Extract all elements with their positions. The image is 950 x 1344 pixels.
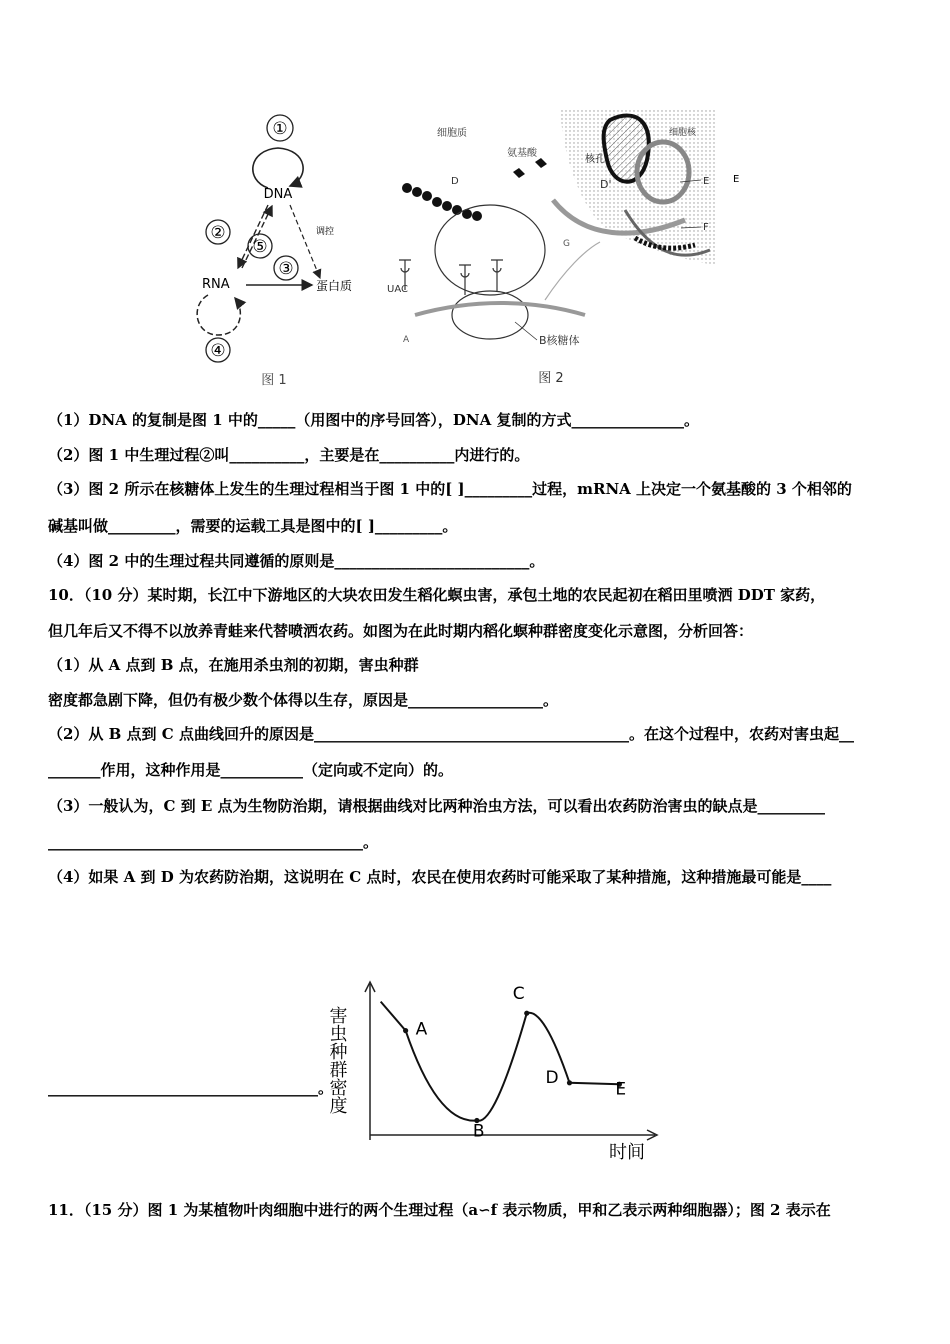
figure-1-caption: 图 1: [261, 373, 287, 388]
q10-line-7: （3）一般认为，C 到 E 点为生物防治期，请根据曲线对比两种治虫方法，可以看出农药防治害虫的缺点是_________: [48, 797, 825, 815]
label-ribosome: B核糖体: [539, 334, 580, 347]
q10-line-5: （2）从 B 点到 C 点曲线回升的原因是__________________________________________。在这个过程中，农药对害虫起__: [48, 725, 854, 743]
label-5: ⑤: [252, 237, 268, 257]
population-density-chart: [325, 980, 670, 1165]
q9-line-3: （3）图 2 所示在核糖体上发生的生理过程相当于图 1 中的[ ]_________过程，mRNA 上决定一个氨基酸的 3 个相邻的: [48, 480, 852, 498]
chart-ylabel: 害虫种群密度: [326, 1006, 348, 1114]
figure-2-caption: 图 2: [538, 371, 564, 386]
label-g: G: [563, 239, 570, 249]
label-dna: DNA: [263, 187, 293, 202]
q10-line-3: （1）从 A 点到 B 点，在施用杀虫剂的初期，害虫种群: [48, 656, 419, 674]
label-rna: RNA: [202, 277, 230, 292]
label-d: D: [451, 176, 459, 187]
q11-line-1: 11．（15 分）图 1 为某植物叶肉细胞中进行的两个生理过程（a∽f 表示物质，甲和乙表示两种细胞器）；图 2 表示在: [48, 1201, 831, 1219]
q9-line-2: （2）图 1 中生理过程②叫__________，主要是在__________内进行的。: [48, 446, 530, 464]
label-nucleus: 细胞核: [669, 128, 697, 138]
label-f: F: [703, 222, 709, 233]
label-cytoplasm: 细胞质: [437, 128, 467, 139]
label-4: ④: [210, 341, 226, 361]
point-c: [524, 1011, 529, 1016]
label-3: ③: [278, 259, 294, 279]
label-d2: D': [600, 178, 612, 191]
q10-line-6: _______作用，这种作用是___________（定向或不定向）的。: [48, 761, 454, 779]
label-protein: 蛋白质: [316, 279, 353, 293]
q10-line-2: 但几年后又不得不以放养青蛙来代替喷洒农药。如图为在此时期内稻化螟种群密度变化示意图，分析回答：: [48, 622, 754, 640]
point-label-b: B: [472, 1121, 485, 1142]
label-amino: 氨基酸: [507, 148, 537, 159]
label-e: E: [733, 174, 740, 185]
chart-xlabel: 时间: [609, 1142, 645, 1163]
q10-line-1: 10．（10 分）某时期，长江中下游地区的大块农田发生稻化螟虫害，承包土地的农民起初在稻田里喷洒 DDT 家药，: [48, 586, 826, 604]
q9-line-4: 碱基叫做_________，需要的运载工具是图中的[ ]_________。: [48, 517, 458, 535]
point-label-e: E: [615, 1079, 627, 1100]
q10-line-9: （4）如果 A 到 D 为农药防治期，这说明在 C 点时，农民在使用农药时可能采取了某种措施，这种措施最可能是____: [48, 868, 832, 886]
point-d: [567, 1080, 572, 1085]
point-a: [403, 1028, 408, 1033]
q9-line-5: （4）图 2 中的生理过程共同遵循的原则是__________________________。: [48, 552, 545, 570]
point-label-c: C: [512, 984, 525, 1005]
label-2: ②: [210, 223, 226, 243]
q10-line-8: __________________________________________。: [48, 833, 379, 851]
label-uac: UAC: [387, 284, 408, 295]
figure-1-central-dogma: [190, 110, 360, 390]
point-label-d: D: [545, 1067, 559, 1088]
label-pore: 核孔: [585, 154, 605, 165]
q10-line-4: 密度都急剧下降，但仍有极少数个体得以生存，原因是__________________。: [48, 691, 559, 709]
point-label-a: A: [415, 1019, 428, 1040]
label-regulate: 调控: [316, 227, 335, 237]
label-a: A: [403, 335, 410, 345]
figure-2-translation: [385, 110, 740, 390]
label-e-mark: E: [703, 176, 710, 187]
q9-line-1: （1）DNA 的复制是图 1 中的_____（用图中的序号回答），DNA 复制的方式_______________。: [48, 411, 699, 429]
q10-line-10: ____________________________________。: [48, 1079, 334, 1097]
label-1: ①: [272, 119, 288, 139]
